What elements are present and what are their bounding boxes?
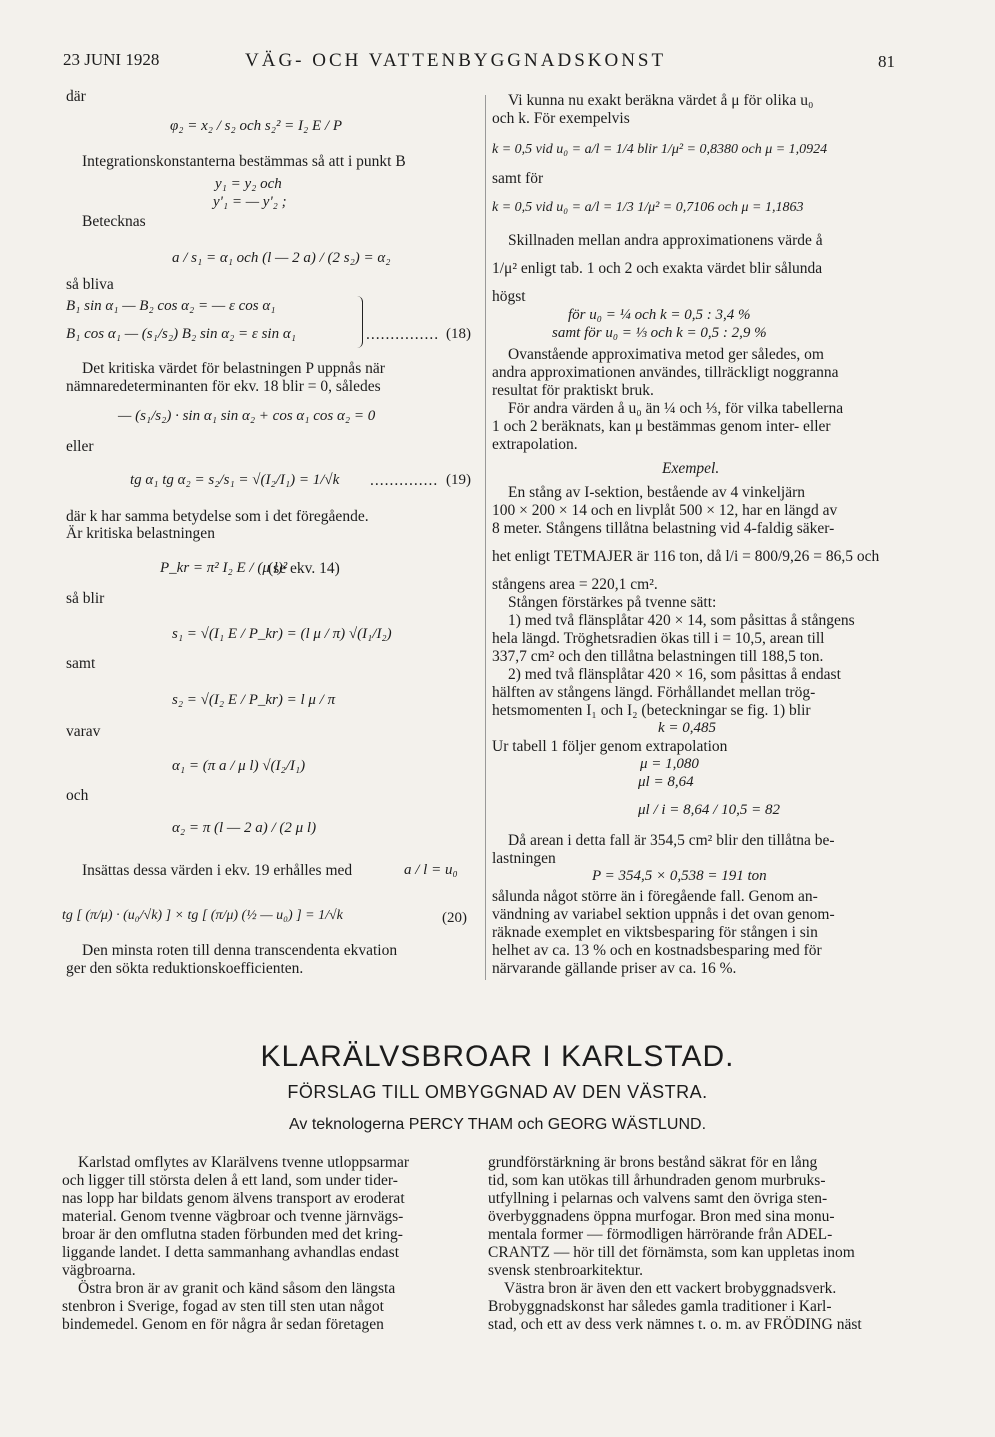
page-number: 81 <box>878 52 895 71</box>
leader-dots-19: .............. <box>370 472 439 489</box>
equation-number-20: (20) <box>442 910 467 926</box>
article-right-4: överbyggnadens öppna murfogar. Bron med sina monu- <box>488 1208 835 1225</box>
equation-y1-prime: y'₁ = — y'₂ ; <box>213 194 287 210</box>
text-betecknas: Betecknas <box>82 213 146 230</box>
article-authors: Av teknologerna PERCY THAM och GEORG WÄSTLUND. <box>288 1116 707 1133</box>
equation-mul-i: μl / i = 8,64 / 10,5 = 82 <box>638 802 780 818</box>
article-subtitle: FÖRSLAG TILL OMBYGGNAD AV DEN VÄSTRA. <box>287 1082 708 1102</box>
text-st-5: stångens area = 220,1 cm². <box>492 576 658 593</box>
article-left-10: bindemedel. Genom en för några år sedan företagen <box>62 1316 384 1333</box>
article-left-3: nas lopp har bildats genom älvens transport av eroderat <box>62 1190 405 1207</box>
text-andra-3: extrapolation. <box>492 436 578 453</box>
article-right-5: mentala former — förmodligen härrörande från ADEL- <box>488 1226 833 1243</box>
article-right-3: utfyllning i pelarnas och valvens samt den övriga sten- <box>488 1190 828 1207</box>
article-left-4: material. Genom tvenne vägbroar och tvenne järnvägs- <box>62 1208 404 1225</box>
text-sal-4: helhet av ca. 13 % och en kostnadsbesparing med för <box>492 942 822 959</box>
equation-alpha1: α₁ = (π a / μ l) √(I₂/I₁) <box>172 758 306 774</box>
text-ovan-1: Ovanstående approximativa metod ger således, om <box>508 346 824 363</box>
text-eller: eller <box>66 438 94 455</box>
text-p1b: och k. För exempelvis <box>492 110 630 127</box>
table-row-2: samt för u₀ = ⅓ och k = 0,5 : 2,9 % <box>552 325 767 341</box>
article-right-2: tid, som kan utökas till århundraden genom murbruks- <box>488 1172 826 1189</box>
text-sal-1: sålunda något större än i föregående fall. Genom an- <box>492 888 818 905</box>
equation-number-19: (19) <box>446 472 471 488</box>
text-crit-2: nämnaredeterminanten för ekv. 18 blir = 0, således <box>66 378 381 395</box>
article-left-5: broar är den omflutna staden förbunden med det kring- <box>62 1226 403 1243</box>
text-samt: samt <box>66 655 96 672</box>
text-integration: Integrationskonstanterna bestämmas så att i punkt B <box>82 153 406 170</box>
text-hogst: högst <box>492 288 526 305</box>
equation-p: P = 354,5 × 0,538 = 191 ton <box>592 868 767 884</box>
brace <box>356 296 363 348</box>
text-crit-1: Det kritiska värdet för belastningen P uppnås när <box>82 360 385 377</box>
text-forst: Stången förstärkes på tvenne sätt: <box>508 594 717 611</box>
text-skill-2: 1/μ² enligt tab. 1 och 2 och exakta värdet blir sålunda <box>492 260 823 277</box>
equation-s1: s₁ = √(I₁ E / P_kr) = (l μ / π) √(I₁/I₂) <box>172 626 392 642</box>
text-da-2: lastningen <box>492 850 556 867</box>
article-right-9: Brobyggnadskonst har således gamla traditioner i Karl- <box>488 1298 832 1315</box>
equation-ex1: k = 0,5 vid u₀ = a/l = 1/4 blir 1/μ² = 0,8380 och μ = 1,0924 <box>492 142 828 157</box>
equation-y1: y₁ = y₂ och <box>215 176 282 192</box>
running-date: 23 JUNI 1928 <box>63 50 160 69</box>
article-right-10: stad, och ett av dess verk nämnes t. o. m. av FRÖDING näst <box>488 1316 862 1333</box>
equation-mu: μ = 1,080 <box>640 756 699 772</box>
equation-crit: — (s₁/s₂) · sin α₁ sin α₂ + cos α₁ cos α₂ = 0 <box>118 408 376 424</box>
article-left-6: liggande landet. I detta sammanhang avhandlas endast <box>62 1244 400 1261</box>
text-minsta-1: Den minsta roten till denna transcendenta ekvation <box>82 942 398 959</box>
text-da-1: Då arean i detta fall är 354,5 cm² blir den tillåtna be- <box>508 832 835 849</box>
text-skill-1: Skillnaden mellan andra approximationens värde å <box>508 232 823 249</box>
text-st-4: het enligt TETMAJER är 116 ton, då l/i = 800/9,26 = 86,5 och <box>492 548 880 565</box>
article-right-1: grundförstärkning är brons bestånd säkrat för en lång <box>488 1154 818 1171</box>
equation-s2: s₂ = √(I₂ E / P_kr) = l μ / π <box>172 692 336 708</box>
text-sal-3: räknade exemplet en viktsbesparing för stången i sin <box>492 924 818 941</box>
equation-number-18: (18) <box>446 326 471 342</box>
article-right-8: Västra bron är även den ett vackert brobyggnadsverk. <box>504 1280 837 1297</box>
article-left-1: Karlstad omflytes av Klarälvens tvenne utloppsarmar <box>78 1154 409 1171</box>
equation-pkr: P_kr = π² I₂ E / (μ l)² <box>160 560 288 576</box>
text-sal-2: vändning av variabel sektion uppnås i det ovan genom- <box>492 906 835 923</box>
text-ur-tab: Ur tabell 1 följer genom extrapolation <box>492 738 728 755</box>
article-right-7: svensk stenbroarkitektur. <box>488 1262 643 1279</box>
equation-18a: B₁ sin α₁ — B₂ cos α₂ = — ε cos α₁ <box>66 298 276 314</box>
text-f1a: 1) med två flänsplåtar 420 × 14, som påsittas å stångens <box>508 612 855 629</box>
equation-mul: μl = 8,64 <box>638 774 694 790</box>
text-se-ekv: (se ekv. 14) <box>268 560 340 577</box>
text-varav: varav <box>66 723 101 740</box>
text-minsta-2: ger den sökta reduktionskoefficienten. <box>66 960 304 977</box>
text-p1a: Vi kunna nu exakt beräkna värdet å μ för olika u₀ <box>508 92 814 109</box>
text-st-3: 8 meter. Stångens tillåtna belastning vid 4-faldig säker- <box>492 520 835 537</box>
text-st-2: 100 × 200 × 14 och en livplåt 500 × 12, har en längd av <box>492 502 838 519</box>
equation-k: k = 0,485 <box>658 720 717 736</box>
text-f2a: 2) med två flänsplåtar 420 × 16, som påsittas å endast <box>508 666 841 683</box>
text-och: och <box>66 787 89 804</box>
equation-u0: a / l = u₀ <box>404 862 458 878</box>
column-divider <box>485 95 486 980</box>
text-f2b: hälften av stångens längd. Förhållandet mellan trög- <box>492 684 816 701</box>
text-samt-for: samt för <box>492 170 544 187</box>
text-insattas: Insättas dessa värden i ekv. 19 erhålles med <box>82 862 353 879</box>
article-title: KLARÄLVSBROAR I KARLSTAD. <box>260 1040 735 1073</box>
text-ovan-2: andra approximationen användes, tillräckligt noggranna <box>492 364 839 381</box>
text-dar: där <box>66 88 86 105</box>
text-ar-kritiska: Är kritiska belastningen <box>66 525 215 542</box>
article-right-6: CRANTZ — hör till det förnämsta, som kan uppletas inom <box>488 1244 855 1261</box>
heading-exempel: Exempel. <box>662 460 720 477</box>
leader-dots-18: ............... <box>366 326 440 343</box>
text-f1b: hela längd. Tröghetsradien ökas till i = 10,5, arean till <box>492 630 825 647</box>
text-dar-k: där k har samma betydelse som i det föregående. <box>66 508 369 525</box>
equation-phi: φ₂ = x₂ / s₂ och s₂² = I₂ E / P <box>170 118 343 134</box>
equation-19: tg α₁ tg α₂ = s₂/s₁ = √(I₂/I₁) = 1/√k <box>130 472 340 488</box>
article-left-8: Östra bron är av granit och känd såsom den längsta <box>78 1280 396 1297</box>
article-left-2: och ligger till största delen å ett land, som under tider- <box>62 1172 398 1189</box>
article-left-9: stenbron i Sverige, fogad av sten till sten utan något <box>62 1298 384 1315</box>
text-andra-1: För andra värden å u₀ än ¼ och ⅓, för vilka tabellerna <box>508 400 844 417</box>
equation-alpha2: α₂ = π (l — 2 a) / (2 μ l) <box>172 820 317 836</box>
text-st-1: En stång av I-sektion, bestående av 4 vinkeljärn <box>508 484 805 501</box>
table-row-1: för u₀ = ¼ och k = 0,5 : 3,4 % <box>568 307 751 323</box>
text-sa-bliva: så bliva <box>66 276 114 293</box>
journal-title: VÄG- OCH VATTENBYGGNADSKONST <box>245 50 667 71</box>
equation-alpha: a / s₁ = α₁ och (l — 2 a) / (2 s₂) = α₂ <box>172 250 391 266</box>
equation-18b: B₁ cos α₁ — (s₁/s₂) B₂ sin α₂ = ε sin α₁ <box>66 326 296 342</box>
text-f2c: hetsmomenten I₁ och I₂ (beteckningar se fig. 1) blir <box>492 702 811 719</box>
equation-20: tg [ (π/μ) · (u₀/√k) ] × tg [ (π/μ) (½ — u₀) ] = 1/√k <box>62 908 343 923</box>
equation-ex2: k = 0,5 vid u₀ = a/l = 1/3 1/μ² = 0,7106 och μ = 1,1863 <box>492 200 804 215</box>
text-andra-2: 1 och 2 beräknats, kan μ bestämmas genom inter- eller <box>492 418 831 435</box>
article-left-7: vägbroarna. <box>62 1262 136 1279</box>
text-sa-blir: så blir <box>66 590 105 607</box>
text-ovan-3: resultat för praktiskt bruk. <box>492 382 654 399</box>
text-sal-5: närvarande gällande priser av ca. 16 %. <box>492 960 737 977</box>
text-f1c: 337,7 cm² och den tillåtna belastningen till 188,5 ton. <box>492 648 824 665</box>
